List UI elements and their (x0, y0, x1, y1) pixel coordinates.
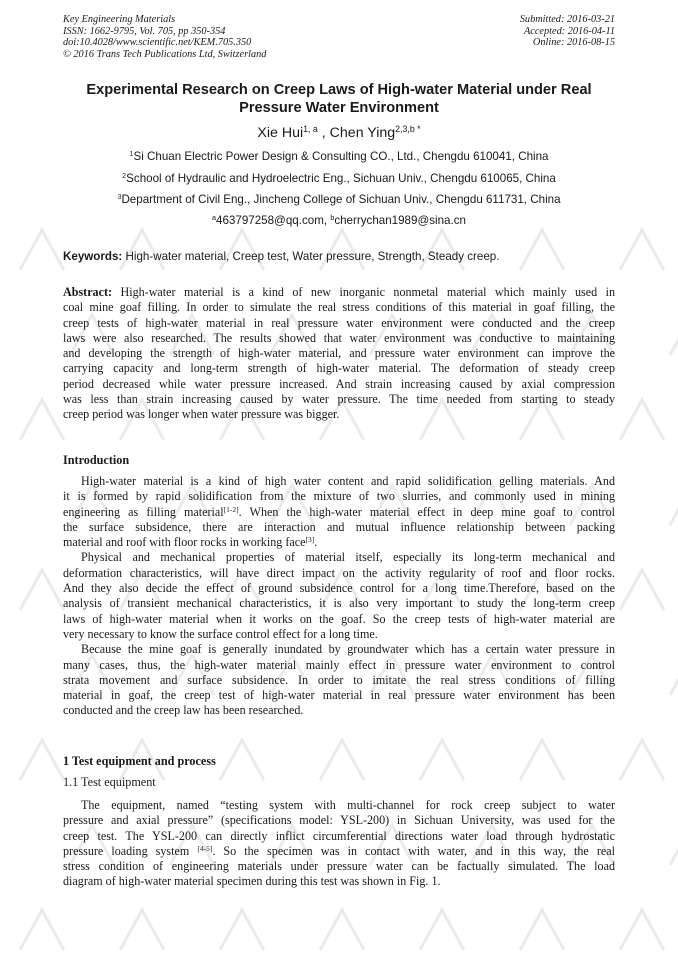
affiliation-mark: 3 (117, 192, 122, 202)
body-text: . So the specimen was in contact with water, and in this way, the real (212, 843, 615, 858)
watermark-mark (420, 740, 464, 780)
body-line: diagram of high-water material specimen during this test was shown in Fig. 1. (63, 874, 441, 889)
watermark-mark (220, 910, 264, 950)
title-line: Experimental Research on Creep Laws of High-water Material under Real (86, 82, 592, 98)
watermark-mark (620, 570, 664, 610)
abstract-line: period decreased while water pressure increased. And strain increasing caused by axial compression (63, 376, 615, 391)
affiliation-text: School of Hydraulic and Hydroelectric Eng., Sichuan Univ., Chengdu 610065, China (126, 172, 556, 185)
watermark-mark (670, 485, 678, 525)
body-line: The equipment, named “testing system with multi-channel for rock creep subject to water (81, 798, 615, 812)
body-line: And they also decide the effect of ground subsidence control for a long time.Therefore, based on the (63, 581, 615, 596)
affiliation-mark: 2 (122, 171, 127, 181)
body-line: Because the mine goaf is generally inundated by groundwater which has a certain water pressure in (81, 642, 615, 657)
body-line (63, 535, 615, 550)
watermark-mark (320, 910, 364, 950)
citation[interactable]: [4-5] (197, 843, 213, 853)
body-text: pressure loading system (63, 843, 198, 858)
affiliation-mark: 1 (129, 149, 134, 159)
journal-name: Key Engineering Materials (63, 14, 176, 25)
title-line: Pressure Water Environment (239, 100, 439, 116)
abstract-line: was less than strain increasing caused by water pressure. The time needed from starting to steady (63, 392, 615, 407)
abstract-line (63, 285, 615, 300)
affiliation-2 (0, 172, 678, 186)
affiliation-1 (0, 150, 678, 164)
body-line: High-water material is a kind of high water content and rapid solidification gelling materials. And (81, 474, 615, 488)
subsection-1-1-heading: 1.1 Test equipment (63, 775, 156, 789)
watermark-mark (20, 400, 64, 440)
email-separator: , (323, 214, 331, 227)
body-line: conducted and the creep law has been researched. (63, 703, 304, 718)
abstract-line: carrying capacity and long-term strength of high-water material. The deformation of steady creep (63, 361, 615, 376)
body-line: analysis of transient mechanical characteristics, it is also very important to study the long-term creep (63, 596, 615, 611)
author-separator: , (317, 125, 330, 141)
watermark-mark (20, 740, 64, 780)
author-emails (0, 214, 678, 228)
watermark-mark (120, 910, 164, 950)
journal-copyright: © 2016 Trans Tech Publications Ltd, Switzerland (63, 48, 267, 60)
online-date: Online: 2016-08-15 (532, 37, 615, 48)
journal-doi: doi:10.4028/www.scientific.net/KEM.705.350 (63, 37, 252, 48)
body-line: laws of high-water material when it works on the goaf. So the creep tests of high-water material are (63, 611, 615, 626)
watermark-mark (620, 230, 664, 270)
introduction-body (63, 474, 615, 719)
body-line: strata movement and surface subsidence. In order to imitate the real stress conditions of filling (63, 672, 615, 687)
body-line: material in goaf, the creep test of high-water material in real pressure water environment has been (63, 688, 615, 703)
introduction-heading: Introduction (63, 453, 130, 467)
author-affiliation-mark: 1, a (303, 124, 318, 135)
watermark-mark (620, 740, 664, 780)
watermark-mark (620, 910, 664, 950)
author-name: Xie Hui (257, 125, 304, 141)
abstract-line: coal mine goaf filling. In order to simulate the real stress conditions of this material in goaf filling, the (63, 300, 615, 315)
accepted-date: Accepted: 2016-04-11 (523, 25, 615, 37)
body-line (63, 505, 615, 520)
publication-dates (470, 14, 615, 49)
watermark-mark (520, 740, 564, 780)
abstract (63, 285, 615, 423)
journal-issn: ISSN: 1662-9795, Vol. 705, pp 350-354 (63, 25, 226, 37)
section-1-heading: 1 Test equipment and process (63, 754, 216, 768)
watermark-mark (420, 910, 464, 950)
author-list (0, 123, 678, 143)
affiliation-3 (0, 193, 678, 207)
email-a[interactable]: 463797258@qq.com (216, 214, 324, 227)
body-text: engineering as filling material (63, 504, 224, 519)
watermark-mark (220, 740, 264, 780)
watermark-mark (20, 230, 64, 270)
watermark-mark (670, 825, 678, 865)
abstract-line: laws were also researched. The results showed that water environment was conductive to maintaining (63, 330, 615, 345)
body-text: . When the high-water material effect in deep mine goaf to control (238, 504, 615, 519)
journal-info (63, 14, 266, 60)
email-b[interactable]: cherrychan1989@sina.cn (334, 214, 466, 227)
affiliation-text: Department of Civil Eng., Jincheng College of Sichuan Univ., Chengdu 611731, China (121, 193, 561, 206)
body-line: the surface subsidence, there are interaction and mutual influence relationship between packing (63, 519, 615, 534)
abstract-text: High-water material is a kind of new inorganic nonmetal material which mainly used in (112, 285, 615, 299)
body-text: material and roof with floor rocks in working face (63, 535, 306, 550)
keywords-text: High-water material, Creep test, Water pressure, Strength, Steady creep. (122, 250, 500, 263)
body-line: creep test. The YSL-200 can directly inflict circumferential directions water load through hydrostatic (63, 828, 615, 843)
body-line: pressure and axial pressure” (specifications model: YSL-200) in Sichuan University, was used for the (63, 813, 615, 828)
author-affiliation-mark: 2,3,b * (395, 124, 421, 135)
abstract-line: creep tests of high-water material in real pressure water environment were conducted and the creep (63, 315, 615, 330)
keywords-label: Keywords: (63, 250, 123, 263)
author-name: Chen Ying (329, 125, 396, 141)
body-line: many cases, thus, the high-water material mainly effect in pressure water environment to control (63, 657, 615, 672)
affiliation-text: Si Chuan Electric Power Design & Consulting CO., Ltd., Chengdu 610041, China (133, 150, 549, 163)
watermark-mark (520, 910, 564, 950)
email-mark: a (212, 213, 217, 223)
section-1-body (63, 798, 615, 890)
body-line: it is formed by rapid solidification from the mixture of two slurries, and commonly used in mining (63, 489, 615, 504)
body-line: stress condition of engineering materials under pressure water can be factually simulated. The load (63, 859, 615, 874)
keywords (63, 249, 623, 264)
body-line: deformation characteristics, will have direct impact on the activity regularity of roof and floor rocks. (63, 565, 615, 580)
watermark-mark (620, 400, 664, 440)
body-line: very necessary to know the surface control effect for a long time. (63, 626, 378, 641)
watermark-mark (20, 910, 64, 950)
citation[interactable]: [3] (305, 535, 315, 545)
watermark-mark (320, 740, 364, 780)
abstract-line: and developing the strength of high-water material, and pressure water environment can improve the (63, 346, 615, 361)
watermark-mark (670, 655, 678, 695)
body-line: Physical and mechanical properties of material itself, especially its long-term mechanical and (81, 550, 615, 565)
abstract-label: Abstract: (63, 285, 113, 299)
submitted-date: Submitted: 2016-03-21 (519, 14, 615, 25)
paper-title (52, 81, 626, 117)
watermark-mark (20, 570, 64, 610)
email-mark: b (330, 213, 335, 223)
abstract-line: creep period was longer when water pressure was bigger. (63, 407, 340, 422)
body-text: . (314, 535, 318, 550)
body-line (63, 844, 615, 859)
citation[interactable]: [1-2] (223, 504, 239, 514)
watermark-mark (670, 315, 678, 355)
